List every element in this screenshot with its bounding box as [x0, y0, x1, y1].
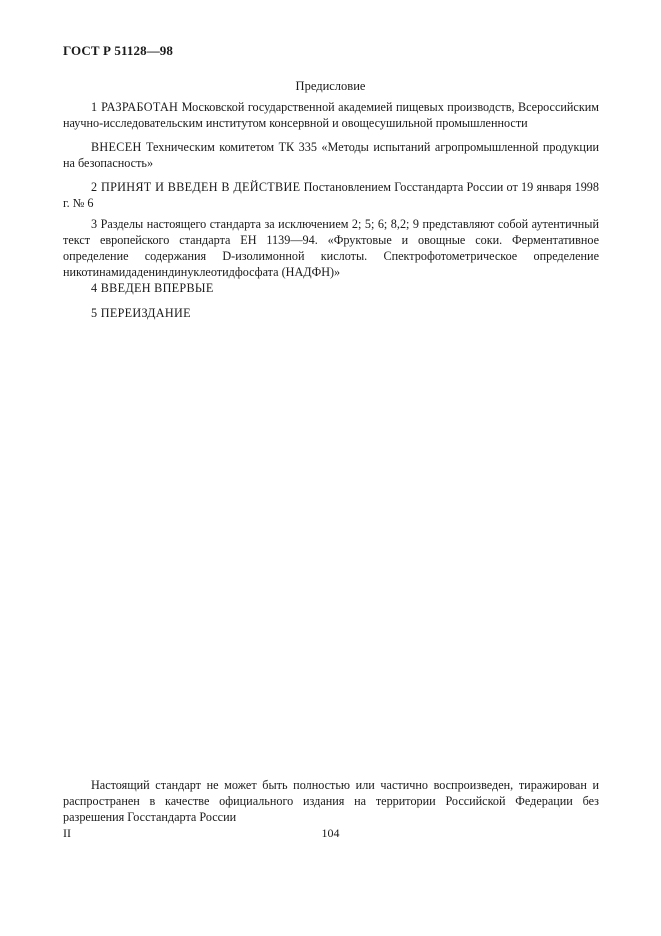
paragraph-text: Разделы настоящего стандарта за исключением 2; 5; 6; 8,2; 9 представляют собой аутентичный текст европейского стандарта ЕН 1139—94. «Фруктовые и овощные соки. Ферментативное определение содержания D-изолимонной кислоты. Спектрофотометрическое определение никотинамидадениндинуклеотидфосфата (НАДФН)» [63, 217, 600, 279]
paragraph-text: Техническим комитетом ТК 335 «Методы испытаний агропромышленной продукции на безопасность» [63, 140, 599, 170]
page-number: 104 [321, 826, 340, 840]
paragraph-lead: 5 ПЕРЕИЗДАНИЕ [91, 306, 191, 320]
paragraph-text: Постановлением Госстандарта России от 19 января 1998 г. № 6 [63, 180, 599, 210]
paragraph-lead: 3 [91, 217, 98, 231]
paragraph-sections [63, 216, 599, 280]
paragraph-adopted [63, 179, 599, 211]
copyright-note [63, 777, 599, 825]
page-roman-numeral: II [63, 826, 71, 840]
paragraph-reissue [63, 305, 599, 321]
paragraph-lead: ВНЕСЕН [91, 140, 142, 154]
copyright-note-text: Настоящий стандарт не может быть полностью или частично воспроизведен, тиражирован и распространен в качестве официального издания на территории Российской Федерации без разрешения Госстандарта России [63, 778, 599, 824]
section-title: Предисловие [295, 79, 366, 93]
paragraph-lead: 4 ВВЕДЕН ВПЕРВЫЕ [91, 281, 214, 295]
paragraph-first-introduced [63, 280, 599, 296]
document-code-header: ГОСТ Р 51128—98 [63, 43, 174, 58]
paragraph-developed [63, 99, 599, 131]
paragraph-lead: 2 ПРИНЯТ И ВВЕДЕН В ДЕЙСТВИЕ [91, 180, 301, 194]
paragraph-lead: 1 РАЗРАБОТАН [91, 100, 179, 114]
paragraph-introduced [63, 139, 599, 171]
paragraph-text: Московской государственной академией пищевых производств, Всероссийским научно-исследовательским институтом консервной и овощесушильной промышленности [63, 100, 599, 130]
